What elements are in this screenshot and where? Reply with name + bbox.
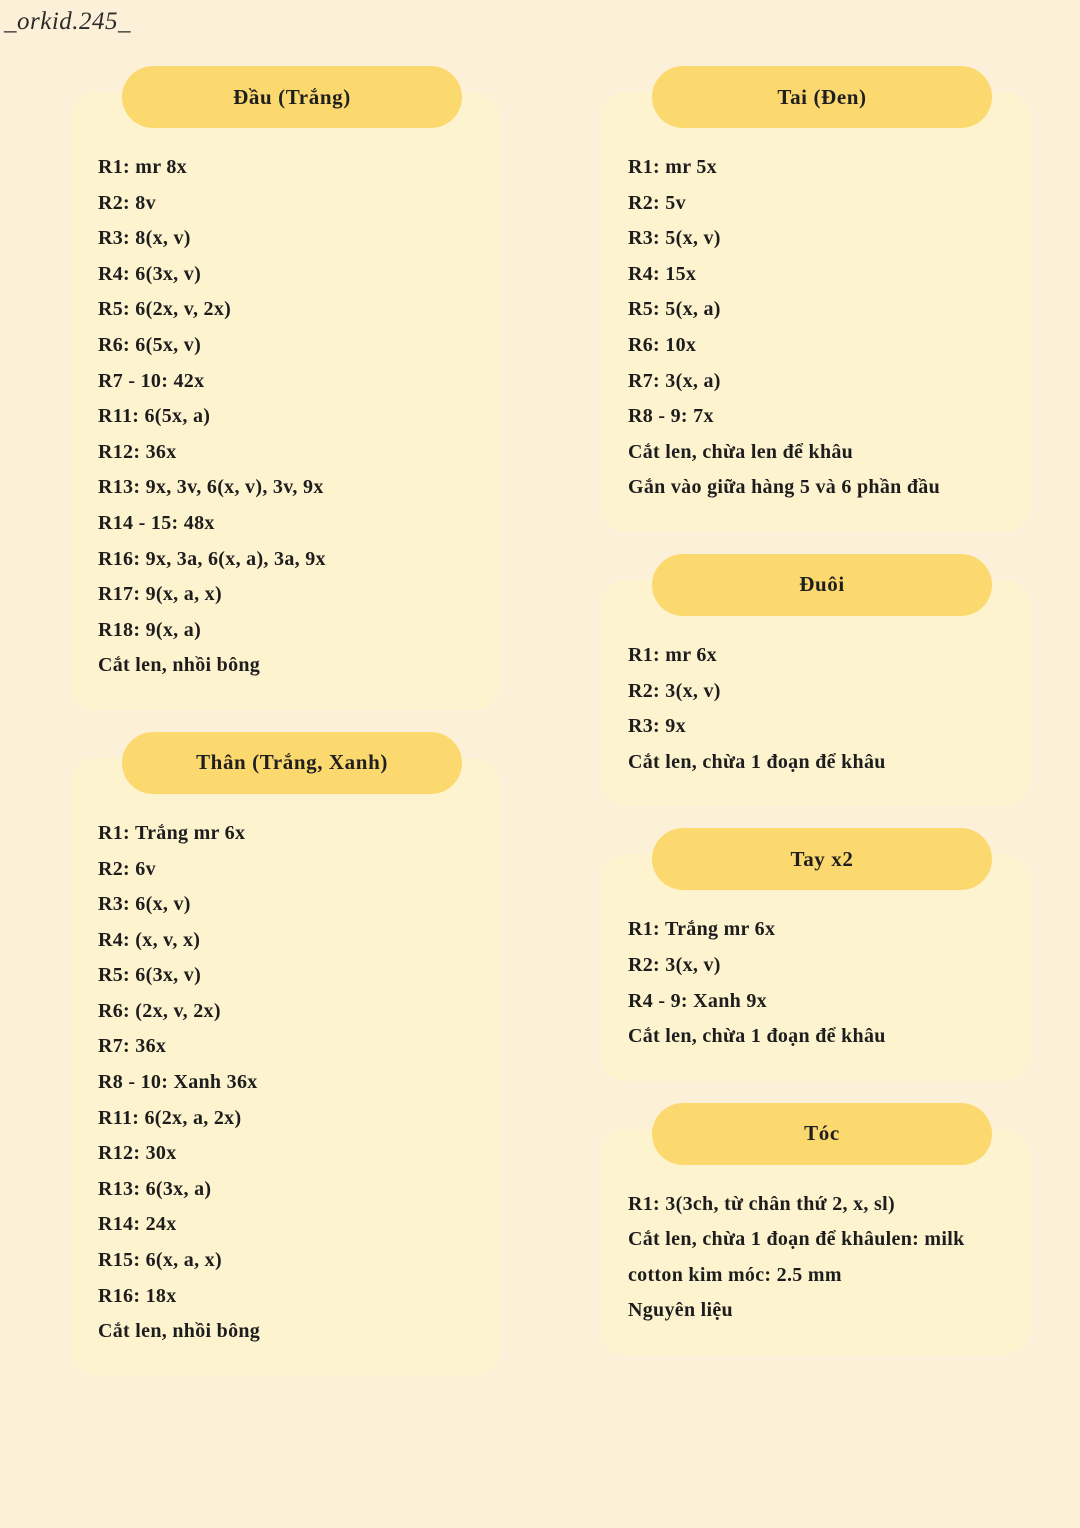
section-card-tai bbox=[600, 84, 1030, 532]
pattern-line: R11: 6(5x, a) bbox=[98, 405, 211, 428]
section-lines-tay bbox=[600, 912, 1030, 1054]
pattern-line: cotton kim móc: 2.5 mm bbox=[628, 1263, 842, 1286]
pattern-line: R12: 30x bbox=[98, 1142, 177, 1165]
pattern-line: R12: 36x bbox=[98, 440, 177, 463]
pattern-line: R5: 5(x, a) bbox=[628, 298, 721, 321]
pattern-line: R1: mr 8x bbox=[98, 156, 187, 178]
pattern-line: Gắn vào giữa hàng 5 và 6 phần đầu bbox=[628, 476, 940, 499]
pattern-line: R3: 8(x, v) bbox=[98, 227, 191, 250]
pattern-line: R4: (x, v, x) bbox=[98, 928, 201, 951]
pattern-line: R6: (2x, v, 2x) bbox=[98, 999, 221, 1022]
pattern-line: R18: 9(x, a) bbox=[98, 618, 202, 641]
section-header-tay bbox=[652, 828, 992, 890]
pattern-line: R8 - 9: 7x bbox=[628, 405, 714, 428]
pattern-line: R1: Trắng mr 6x bbox=[98, 821, 246, 844]
section-lines-than bbox=[70, 816, 500, 1350]
pattern-line: R14: 24x bbox=[98, 1213, 177, 1236]
pattern-line: R1: Trắng mr 6x bbox=[628, 918, 776, 941]
pattern-line: R5: 6(3x, v) bbox=[98, 964, 202, 987]
pattern-line: Cắt len, chừa 1 đoạn để khâulen: milk bbox=[628, 1228, 965, 1251]
left-column bbox=[70, 84, 500, 1406]
section-title-than: Thân (Trắng, Xanh) bbox=[196, 750, 388, 775]
pattern-line: R11: 6(2x, a, 2x) bbox=[98, 1106, 242, 1129]
pattern-line: R17: 9(x, a, x) bbox=[98, 583, 222, 606]
pattern-line: R4 - 9: Xanh 9x bbox=[628, 989, 767, 1012]
pattern-line: Cắt len, chừa 1 đoạn để khâu bbox=[628, 1025, 886, 1048]
pattern-line: R5: 6(2x, v, 2x) bbox=[98, 298, 232, 321]
section-card-tay bbox=[600, 846, 1030, 1080]
section-title-tai: Tai (Đen) bbox=[777, 84, 867, 109]
pattern-line: R2: 8v bbox=[98, 191, 156, 214]
section-card-than bbox=[70, 750, 500, 1376]
pattern-line: Cắt len, chừa len để khâu bbox=[628, 440, 854, 463]
section-card-duoi bbox=[600, 572, 1030, 806]
pattern-line: Nguyên liệu bbox=[628, 1299, 733, 1322]
pattern-line: R4: 6(3x, v) bbox=[98, 262, 202, 285]
pattern-line: R1: 3(3ch, từ chân thứ 2, x, sl) bbox=[628, 1192, 895, 1215]
pattern-line: R2: 6v bbox=[98, 857, 156, 880]
section-card-dau bbox=[70, 84, 500, 710]
section-header-tai bbox=[652, 66, 992, 128]
section-title-tay: Tay x2 bbox=[790, 846, 854, 871]
pattern-line: R6: 6(5x, v) bbox=[98, 333, 202, 356]
section-header-duoi bbox=[652, 554, 992, 616]
pattern-line: R3: 9x bbox=[628, 715, 686, 738]
pattern-line: Cắt len, nhồi bông bbox=[98, 654, 261, 677]
section-lines-toc bbox=[600, 1187, 1030, 1329]
pattern-line: R16: 18x bbox=[98, 1284, 177, 1307]
pattern-line: Cắt len, nhồi bông bbox=[98, 1320, 261, 1343]
pattern-line: R7: 36x bbox=[98, 1035, 167, 1058]
pattern-line: R15: 6(x, a, x) bbox=[98, 1249, 222, 1272]
pattern-line: R13: 9x, 3v, 6(x, v), 3v, 9x bbox=[98, 476, 324, 499]
section-lines-tai bbox=[600, 150, 1030, 506]
section-lines-duoi bbox=[600, 638, 1030, 780]
section-header-than bbox=[122, 732, 462, 794]
section-header-toc bbox=[652, 1103, 992, 1165]
section-lines-dau bbox=[70, 150, 500, 684]
pattern-line: R2: 5v bbox=[628, 191, 686, 214]
pattern-line: R7 - 10: 42x bbox=[98, 369, 205, 392]
pattern-line: R6: 10x bbox=[628, 333, 697, 356]
pattern-line: R3: 6(x, v) bbox=[98, 893, 191, 916]
pattern-line: Cắt len, chừa 1 đoạn để khâu bbox=[628, 750, 886, 773]
section-title-toc: Tóc bbox=[804, 1121, 840, 1146]
right-column bbox=[600, 84, 1030, 1385]
section-card-toc bbox=[600, 1121, 1030, 1355]
pattern-line: R3: 5(x, v) bbox=[628, 227, 721, 250]
pattern-line: R4: 15x bbox=[628, 262, 697, 285]
section-header-dau bbox=[122, 66, 462, 128]
pattern-line: R1: mr 5x bbox=[628, 156, 717, 178]
pattern-line: R2: 3(x, v) bbox=[628, 679, 721, 702]
pattern-line: R2: 3(x, v) bbox=[628, 953, 721, 976]
pattern-line: R13: 6(3x, a) bbox=[98, 1177, 212, 1200]
pattern-line: R8 - 10: Xanh 36x bbox=[98, 1071, 258, 1094]
pattern-line: R16: 9x, 3a, 6(x, a), 3a, 9x bbox=[98, 547, 326, 570]
section-title-dau: Đầu (Trắng) bbox=[233, 84, 351, 109]
pattern-line: R14 - 15: 48x bbox=[98, 511, 215, 534]
watermark-text: _orkid.245_ bbox=[4, 8, 132, 35]
pattern-line: R7: 3(x, a) bbox=[628, 369, 721, 392]
pattern-line: R1: mr 6x bbox=[628, 643, 717, 666]
section-title-duoi: Đuôi bbox=[799, 572, 845, 597]
